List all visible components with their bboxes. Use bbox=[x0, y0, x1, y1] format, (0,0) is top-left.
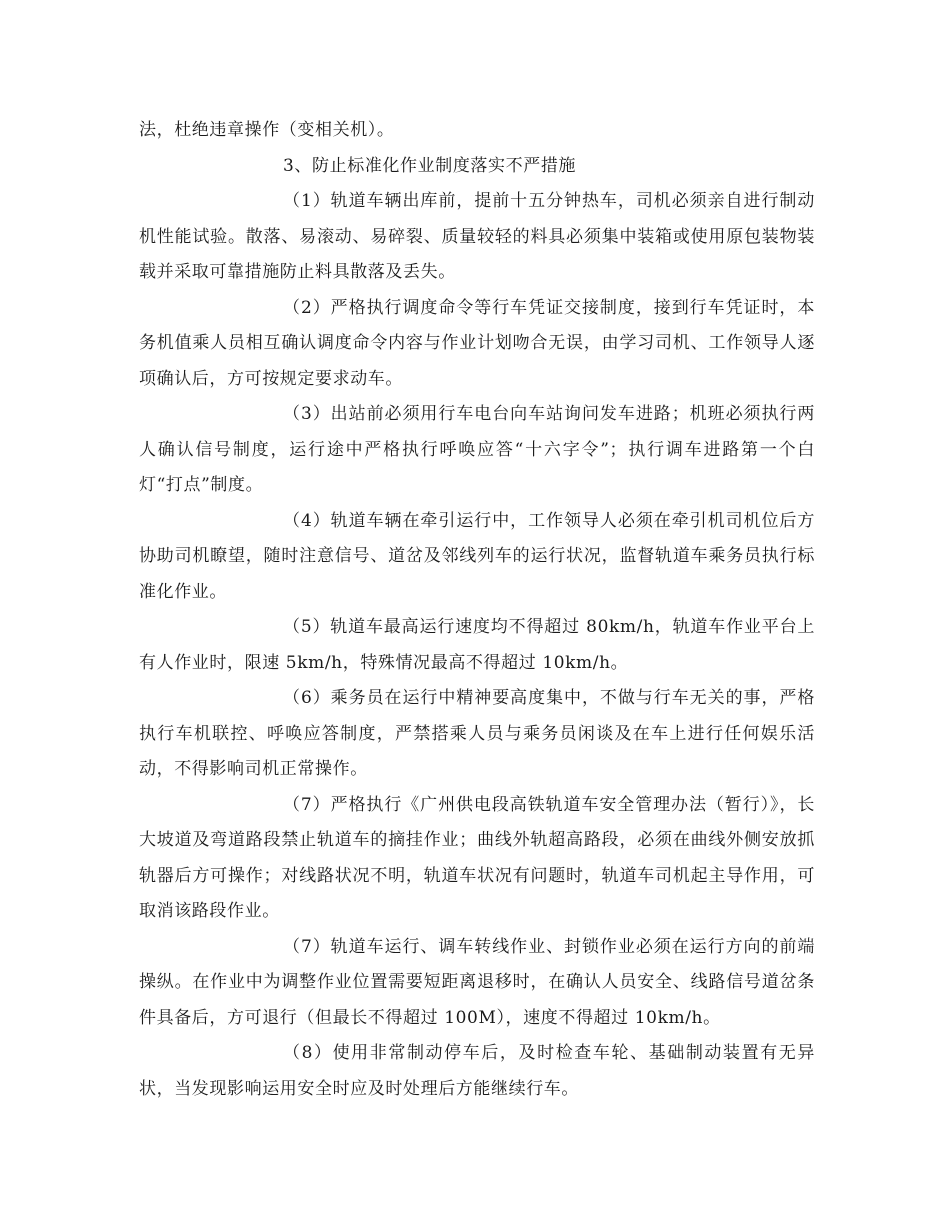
paragraph-item-2: （2）严格执行调度命令等行车凭证交接制度，接到行车凭证时，本务机值乘人员相互确认调度命令内容与作业计划吻合无误，由学习司机、工作领导人逐项确认后，方可按规定要求动车。 bbox=[139, 297, 815, 389]
paragraph-continuation: 法，杜绝违章操作（变相关机）。 bbox=[139, 120, 395, 140]
paragraph-item-8: （8）使用非常制动停车后，及时检查车轮、基础制动装置有无异状，当发现影响运用安全时应及时处理后方能继续行车。 bbox=[139, 1043, 815, 1099]
paragraph-item-6: （6）乘务员在运行中精神要高度集中，不做与行车无关的事，严格执行车机联控、呼唤应答制度，严禁搭乘人员与乘务员闲谈及在车上进行任何娱乐活动，不得影响司机正常操作。 bbox=[139, 688, 815, 779]
paragraph-item-5: （5）轨道车最高运行速度均不得超过 80km/h，轨道车作业平台上有人作业时，限速 5km/h，特殊情况最高不得超过 10km/h。 bbox=[139, 617, 815, 673]
document-body bbox=[139, 113, 815, 1107]
paragraph-item-4: （4）轨道车辆在牵引运行中，工作领导人必须在牵引机司机位后方协助司机瞭望，随时注意信号、道岔及邻线列车的运行状况，监督轨道车乘务员执行标准化作业。 bbox=[139, 510, 815, 602]
paragraph-item-3: （3）出站前必须用行车电台向车站询问发车进路；机班必须执行两人确认信号制度，运行途中严格执行呼唤应答“十六字令”；执行调车进路第一个白灯“打点”制度。 bbox=[139, 404, 815, 495]
paragraph-item-7b: （7）轨道车运行、调车转线作业、封锁作业必须在运行方向的前端操纵。在作业中为调整作业位置需要短距离退移时，在确认人员安全、线路信号道岔条件具备后，方可退行（但最长不得超过 100M），速度不得超过 10km/h。 bbox=[139, 936, 815, 1028]
section-heading: 3、防止标准化作业制度落实不严措施 bbox=[283, 155, 577, 176]
paragraph-item-7a: （7）严格执行《广州供电段高铁轨道车安全管理办法（暂行）》，长大坡道及弯道路段禁止轨道车的摘挂作业；曲线外轨超高路段，必须在曲线外侧安放抓轨器后方可操作；对线路状况不明，轨道车状况有问题时，轨道车司机起主导作用，可取消该路段作业。 bbox=[139, 794, 815, 921]
paragraph-item-1: （1）轨道车辆出库前，提前十五分钟热车，司机必须亲自进行制动机性能试验。散落、易滚动、易碎裂、质量较轻的料具必须集中装箱或使用原包装物装载并采取可靠措施防止料具散落及丢失。 bbox=[139, 191, 815, 282]
